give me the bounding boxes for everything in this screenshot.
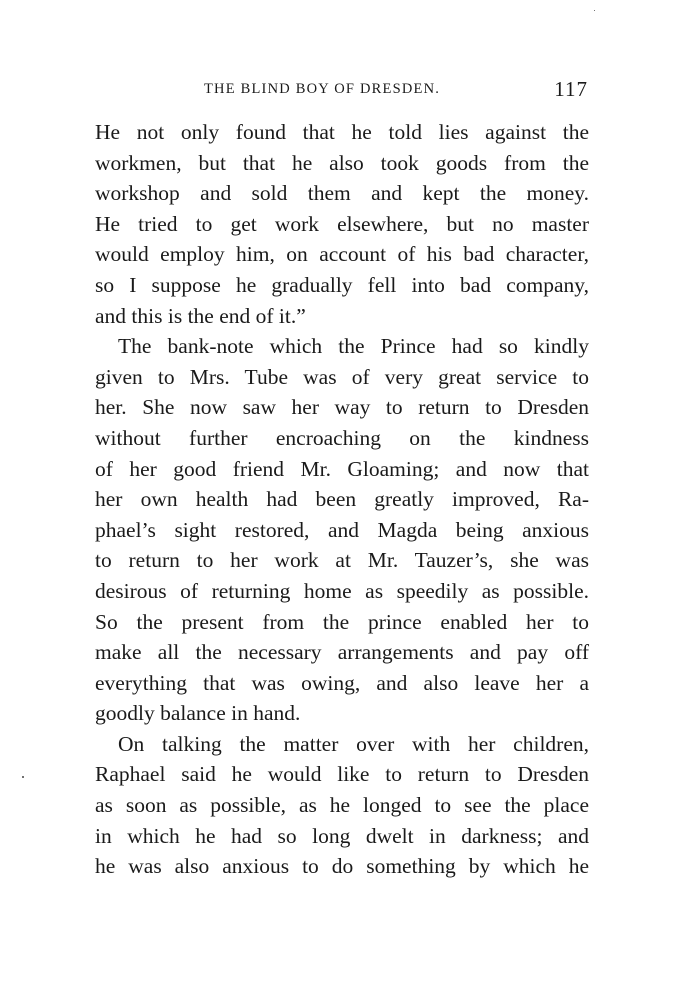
- page-number: 117: [554, 77, 588, 101]
- text-line: would employ him, on account of his bad character,: [95, 242, 589, 267]
- text-line: so I suppose he gradually fell into bad company,: [95, 272, 589, 297]
- text-line: So the present from the prince enabled her to: [95, 609, 589, 634]
- text-line: of her good friend Mr. Gloaming; and now that: [95, 456, 589, 481]
- text-line: He not only found that he told lies against the: [95, 120, 589, 144]
- margin-speck: [22, 776, 24, 778]
- text-line: and this is the end of it.”: [95, 303, 306, 328]
- text-line: given to Mrs. Tube was of very great service to: [95, 364, 589, 389]
- paragraph-start-line: On talking the matter over with her children,: [118, 731, 589, 756]
- text-line: workshop and sold them and kept the money.: [95, 181, 589, 206]
- margin-speck: [594, 10, 595, 11]
- text-line: goodly balance in hand.: [95, 701, 301, 726]
- text-line: workmen, but that he also took goods from the: [95, 150, 589, 175]
- text-line: phael’s sight restored, and Magda being anxious: [95, 517, 589, 542]
- text-line: in which he had so long dwelt in darkness; and: [95, 823, 589, 848]
- text-line: Raphael said he would like to return to Dresden: [95, 762, 589, 787]
- text-line: He tried to get work elsewhere, but no master: [95, 211, 589, 236]
- text-line: everything that was owing, and also leave her a: [95, 670, 589, 695]
- text-line: desirous of returning home as speedily as possible.: [95, 578, 589, 603]
- text-line: as soon as possible, as he longed to see the place: [95, 793, 589, 818]
- body-text: [95, 117, 589, 882]
- text-line: to return to her work at Mr. Tauzer’s, she was: [95, 548, 589, 573]
- text-line: make all the necessary arrangements and pay off: [95, 640, 589, 665]
- text-line: without further encroaching on the kindness: [95, 425, 589, 450]
- running-title: THE BLIND BOY OF DRESDEN.: [204, 81, 441, 97]
- text-line: her. She now saw her way to return to Dresden: [95, 395, 589, 420]
- text-line: he was also anxious to do something by which he: [95, 854, 589, 879]
- paragraph-start-line: The bank-note which the Prince had so kindly: [118, 334, 589, 359]
- text-line: her own health had been greatly improved, Ra-: [95, 487, 589, 512]
- running-head: [94, 77, 588, 103]
